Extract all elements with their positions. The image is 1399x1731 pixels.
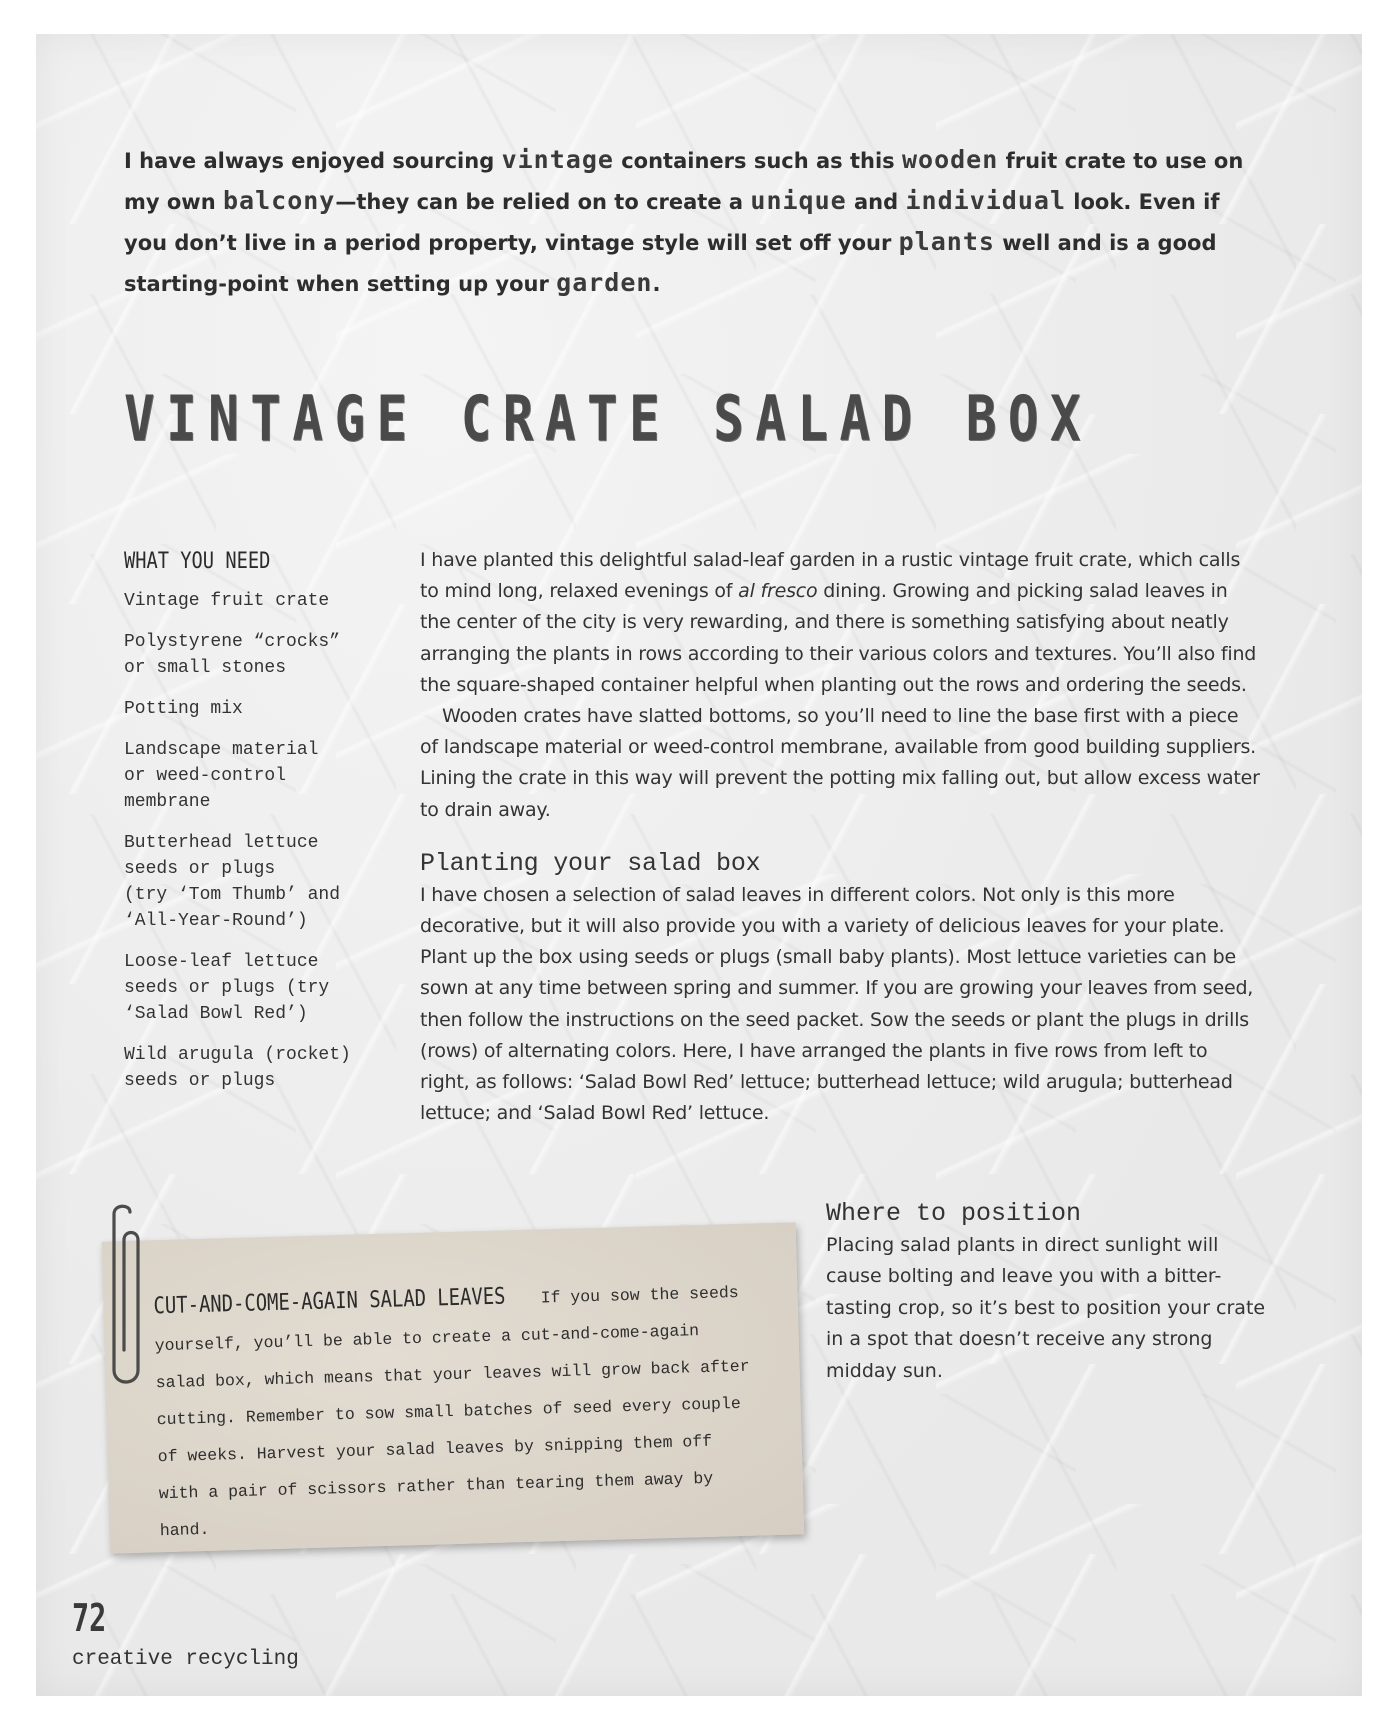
body-paragraph-1: [420, 545, 1260, 701]
list-item: Potting mix: [124, 699, 243, 719]
list-item: Landscape material or weed-control membrane: [124, 740, 319, 812]
intro-keyword: wooden: [901, 145, 999, 174]
intro-keyword: vintage: [501, 145, 614, 174]
body-paragraph-2: Wooden crates have slatted bottoms, so you’ll need to line the base first with a piece of landscape material or weed-control membrane, available from good building suppliers. Lining the crate in this way will prevent the potting mix falling out, but allow excess water to drain away.: [420, 705, 1260, 821]
body-text: I have planted this delightful salad-leaf garden in a rustic vintage fruit crate, which calls to mind long, relaxed evenings of: [420, 549, 1241, 603]
planting-subheading: Planting your salad box: [420, 848, 761, 878]
intro-text: and: [846, 190, 906, 214]
body-text: dining. Growing and picking salad leaves in the center of the city is very rewarding, and there is something satisfying about neatly arranging the plants in rows according to their various colors and textures. You’ll also find the square-shaped container helpful when planting out the rows and ordering the seeds.: [420, 580, 1257, 696]
tip-body: If you sow the seeds yourself, you’ll be able to create a cut-and-come-again salad box, which means that your leaves will grow back after cutting. Remember to sow small batches of seed every couple of weeks. Harvest your salad leaves by snipping them off with a pair of scissors rather than tearing them away by hand.: [154, 1282, 750, 1541]
intro-keyword: garden: [556, 268, 653, 297]
list-item: Wild arugula (rocket) seeds or plugs: [124, 1045, 351, 1091]
list-item: Polystyrene “crocks” or small stones: [124, 632, 341, 678]
intro-text: well and is a good starting-point when setting up your: [124, 231, 1217, 296]
tip-text: [153, 1272, 760, 1550]
position-paragraph: Placing salad plants in direct sunlight will cause bolting and leave you with a bitter-tasting crop, so it’s best to position your crate in a spot that doesn’t receive any strong midday sun.: [826, 1234, 1266, 1382]
position-section: [826, 1198, 1266, 1387]
intro-text: .: [652, 272, 661, 296]
position-subheading: Where to position: [826, 1199, 1082, 1228]
intro-text: look. Even if you don’t live in a period property, vintage style will set off your: [124, 190, 1220, 255]
what-you-need-list: [124, 588, 384, 1109]
body-emphasis: al fresco: [738, 580, 818, 603]
page-number: 72: [72, 1596, 107, 1640]
intro-keyword: balcony: [222, 186, 336, 215]
paperclip-icon: [98, 1200, 148, 1390]
intro-text: —they can be relied on to create a: [335, 190, 751, 214]
intro-text: fruit crate to use on my own: [124, 149, 1244, 214]
what-you-need-heading: WHAT YOU NEED: [124, 549, 271, 574]
list-item: Butterhead lettuce seeds or plugs (try ‘Tom Thumb’ and ‘All-Year-Round’): [124, 833, 341, 931]
intro-keyword: individual: [905, 186, 1066, 215]
tip-card: [102, 1222, 804, 1553]
intro-text: I have always enjoyed sourcing: [124, 149, 502, 173]
intro-paragraph: [124, 140, 1264, 304]
intro-text: containers such as this: [613, 149, 902, 173]
book-title: creative recycling: [72, 1648, 299, 1671]
list-item: Loose-leaf lettuce seeds or plugs (try ‘Salad Bowl Red’): [124, 952, 330, 1024]
intro-keyword: unique: [750, 186, 847, 215]
list-item: Vintage fruit crate: [124, 591, 330, 611]
intro-keyword: plants: [898, 227, 995, 256]
page-title: VINTAGE CRATE SALAD BOX: [124, 382, 1093, 455]
main-body: [420, 545, 1260, 1129]
body-paragraph-3: I have chosen a selection of salad leaves in different colors. Not only is this more decorative, but it will also provide you with a variety of delicious leaves for your plate. Plant up the box using seeds or plugs (small baby plants). Most lettuce varieties can be sown at any time between spring and summer. If you are growing your leaves from seed, then follow the instructions on the seed packet. Sow the seeds or plant the plugs in drills (rows) of alternating colors. Here, I have arranged the plants in five rows from left to right, as follows: ‘Salad Bowl Red’ lettuce; butterhead lettuce; wild arugula; butterhead lettuce; and ‘Salad Bowl Red’ lettuce.: [420, 883, 1254, 1125]
tip-heading: CUT-AND-COME-AGAIN SALAD LEAVES: [153, 1283, 506, 1320]
